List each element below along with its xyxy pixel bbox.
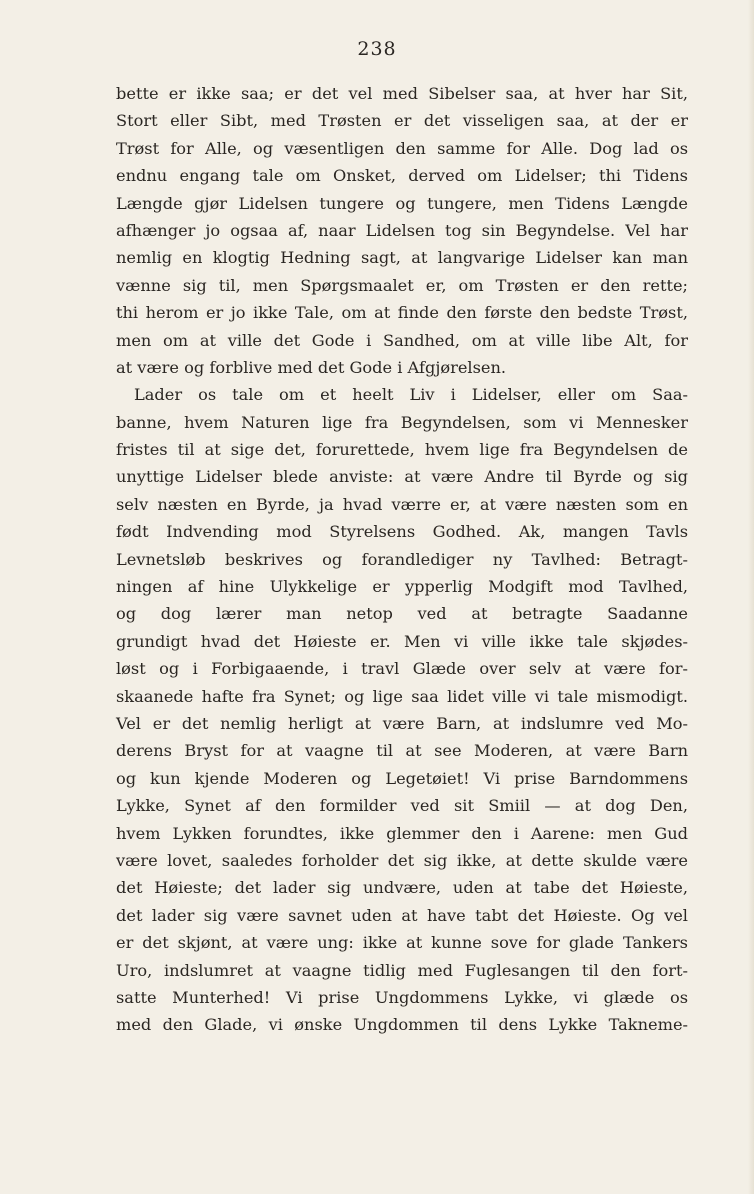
text-line: Lykke, Synet af den formilder ved sit Smiil — at dog Den,	[116, 796, 688, 816]
text-line: thi herom er jo ikke Tale, om at finde den første den bedste Trøst,	[116, 303, 688, 323]
text-line: satte Munterhed! Vi prise Ungdommens Lykke, vi glæde os	[116, 987, 688, 1007]
text-line: og dog lærer man netop ved at betragte Saadanne	[116, 604, 688, 624]
text-line: Trøst for Alle, og væsentligen den samme for Alle. Dog lad os	[116, 138, 688, 158]
text-line: fristes til at sige det, forurettede, hvem lige fra Begyndelsen de	[116, 440, 688, 460]
text-line: bette er ikke saa; er det vel med Sibelser saa, at hver har Sit,	[116, 84, 688, 103]
text-line: Uro, indslumret at vaagne tidlig med Fuglesangen til den fort-	[116, 960, 688, 980]
text-line: grundigt hvad det Høieste er. Men vi ville ikke tale skjødes-	[116, 631, 688, 651]
text-line: Levnetsløb beskrives og forandlediger ny Tavlhed: Betragt-	[116, 549, 688, 569]
text-line-paragraph-start: Lader os tale om et heelt Liv i Lidelser, eller om Saa-	[134, 385, 688, 405]
text-line: selv næsten en Byrde, ja hvad værre er, at være næsten som en	[116, 494, 688, 514]
text-line: afhænger jo ogsaa af, naar Lidelsen tog sin Begyndelse. Vel har	[116, 220, 688, 240]
text-line: endnu engang tale om Onsket, derved om Lidelser; thi Tidens	[116, 166, 688, 186]
text-line: Vel er det nemlig herligt at være Barn, at indslumre ved Mo-	[116, 713, 688, 733]
text-line: hvem Lykken forundtes, ikke glemmer den i Aarene: men Gud	[116, 823, 688, 843]
text-line: banne, hvem Naturen lige fra Begyndelsen, som vi Mennesker	[116, 412, 688, 432]
text-line: løst og i Forbigaaende, i travl Glæde over selv at være for-	[116, 659, 688, 679]
text-line: ningen af hine Ulykkelige er ypperlig Modgift mod Tavlhed,	[116, 577, 688, 597]
text-line: Længde gjør Lidelsen tungere og tungere, men Tidens Længde	[116, 193, 688, 213]
page-number: 238	[357, 38, 397, 60]
body-text	[116, 80, 688, 1039]
text-line: men om at ville det Gode i Sandhed, om at ville libe Alt, for	[116, 330, 688, 350]
text-line: være lovet, saaledes forholder det sig ikke, at dette skulde være	[116, 850, 688, 870]
text-line: skaanede hafte fra Synet; og lige saa lidet ville vi tale mismodigt.	[116, 686, 688, 706]
text-line: med den Glade, vi ønske Ungdommen til dens Lykke Takneme-	[116, 1015, 688, 1035]
page-edge-shadow	[748, 0, 754, 1194]
text-line: og kun kjende Moderen og Legetøiet! Vi prise Barndommens	[116, 768, 688, 788]
text-line: nemlig en klogtig Hedning sagt, at langvarige Lidelser kan man	[116, 248, 688, 268]
text-line: unyttige Lidelser blede anviste: at være Andre til Byrde og sig	[116, 467, 688, 487]
text-line: det lader sig være savnet uden at have tabt det Høieste. Og vel	[116, 905, 688, 925]
text-line: Stort eller Sibt, med Trøsten er det visseligen saa, at der er	[116, 111, 688, 131]
text-line: er det skjønt, at være ung: ikke at kunne sove for glade Tankers	[116, 933, 688, 953]
text-line: født Indvending mod Styrelsens Godhed. Ak, mangen Tavls	[116, 522, 688, 542]
text-line: derens Bryst for at vaagne til at see Moderen, at være Barn	[116, 741, 688, 761]
text-line: det Høieste; det lader sig undvære, uden at tabe det Høieste,	[116, 878, 688, 898]
text-line: vænne sig til, men Spørgsmaalet er, om Trøsten er den rette;	[116, 275, 688, 295]
text-line-paragraph-end: at være og forblive med det Gode i Afgjørelsen.	[116, 357, 507, 377]
